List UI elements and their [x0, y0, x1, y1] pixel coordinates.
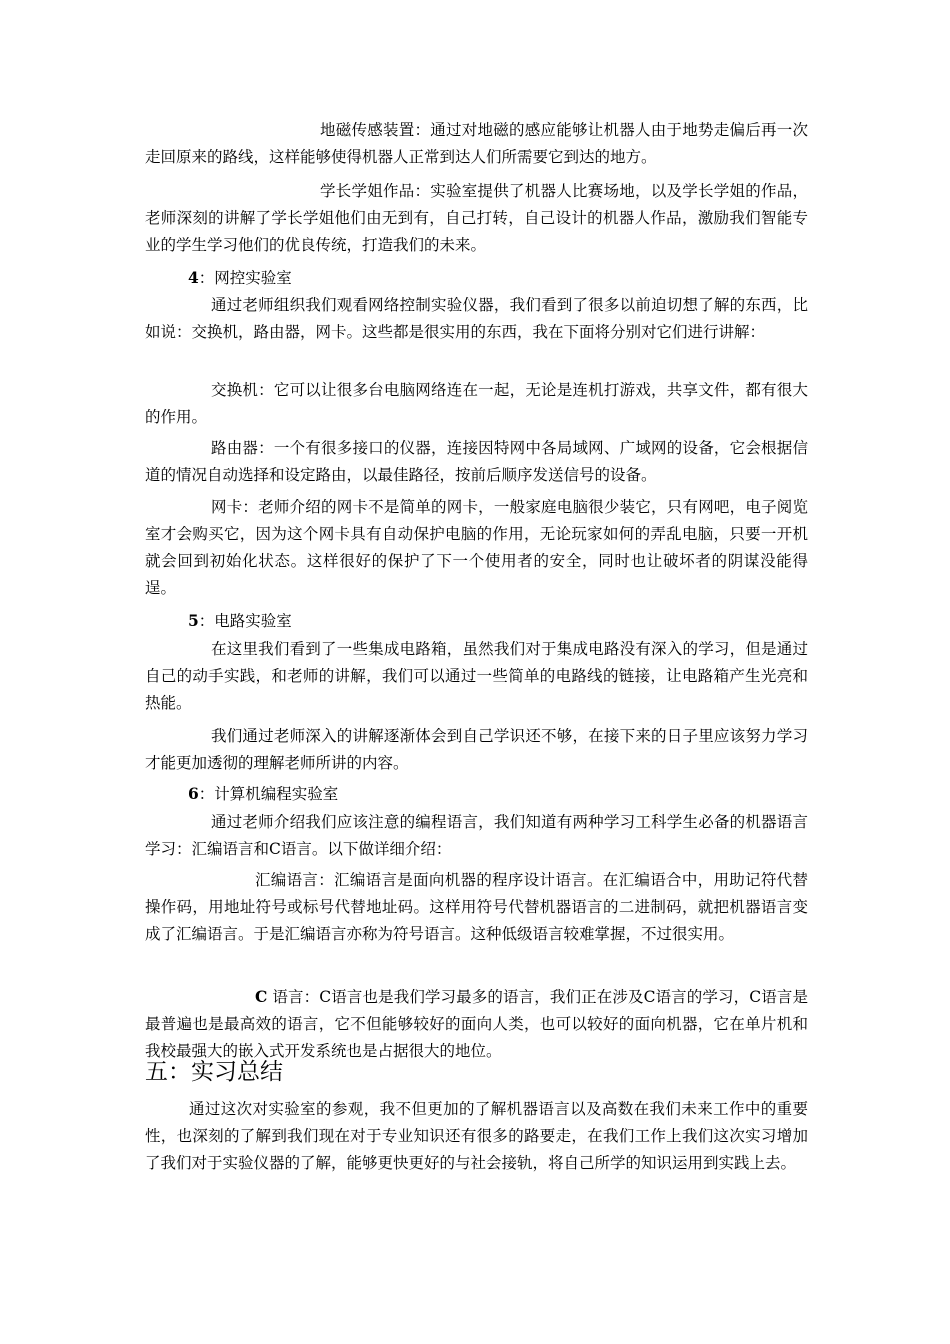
paragraph-summary: 通过这次对实验室的参观，我不但更加的了解机器语言以及高数在我们未来工作中的重要性，也深刻的了解到我们现在对于专业知识还有很多的路要走，在我们工作上我们这次实习增加了我们对于实验仪器的了解，能够更快更好的与社会接轨，将自己所学的知识运用到实践上去。 [145, 1100, 808, 1172]
paragraph-switch: 交换机：它可以让很多台电脑网络连在一起，无论是连机打游戏，共享文件，都有很大的作用。 [145, 381, 808, 426]
heading-title: ：网控实验室 [198, 269, 292, 287]
heading-title: ：电路实验室 [198, 612, 292, 630]
paragraph-geomagnetic-sensor: 地磁传感装置：通过对地磁的感应能够让机器人由于地势走偏后再一次走回原来的路线，这样能够使得机器人正常到达人们所需要它到达的地方。 [145, 121, 808, 166]
paragraph-network-intro: 通过老师组织我们观看网络控制实验仪器，我们看到了很多以前迫切想了解的东西，比如说：交换机，路由器，网卡。这些都是很实用的东西，我在下面将分别对它们进行讲解： [145, 296, 808, 341]
heading-network-lab [188, 266, 292, 290]
heading-circuit-lab [188, 609, 292, 633]
c-label: C [255, 987, 268, 1006]
paragraph-network-card: 网卡：老师介绍的网卡不是简单的网卡，一般家庭电脑很少装它，只有网吧，电子阅览室才会购买它，因为这个网卡具有自动保护电脑的作用，无论玩家如何的弄乱电脑，只要一开机就会回到初始化状态。这样很好的保护了下一个使用者的安全，同时也让破坏者的阴谋没能得逞。 [145, 498, 808, 597]
heading-number: 4 [188, 268, 199, 287]
c-language-text: 语言：C语言也是我们学习最多的语言，我们正在涉及C语言的学习，C语言是最普遍也是最高效的语言，它不但能够较好的面向人类，也可以较好的面向机器，它在单片机和我校最强大的嵌入式开发系统也是占据很大的地位。 [145, 988, 808, 1060]
paragraph-programming-intro: 通过老师介绍我们应该注意的编程语言，我们知道有两种学习工科学生必备的机器语言学习：汇编语言和C语言。以下做详细介绍： [145, 813, 808, 858]
heading-title: ：计算机编程实验室 [198, 785, 339, 803]
heading-number: 5 [188, 611, 199, 630]
paragraph-c-language [145, 983, 808, 1065]
heading-programming-lab [188, 782, 338, 806]
paragraph-senior-works: 学长学姐作品：实验室提供了机器人比赛场地，以及学长学姐的作品，老师深刻的讲解了学长学姐他们由无到有，自己打转，自己设计的机器人作品，激励我们智能专业的学生学习他们的优良传统，打造我们的未来。 [145, 182, 808, 254]
paragraph-circuit-intro: 在这里我们看到了一些集成电路箱，虽然我们对于集成电路没有深入的学习，但是通过自己的动手实践，和老师的讲解，我们可以通过一些简单的电路线的链接，让电路箱产生光亮和热能。 [145, 640, 808, 712]
paragraph-router: 路由器：一个有很多接口的仪器，连接因特网中各局域网、广域网的设备，它会根据信道的情况自动选择和设定路由，以最佳路径，按前后顺序发送信号的设备。 [145, 439, 808, 484]
heading-number: 6 [188, 784, 199, 803]
paragraph-assembly-language: 汇编语言：汇编语言是面向机器的程序设计语言。在汇编语合中，用助记符代替操作码，用地址符号或标号代替地址码。这样用符号代替机器语言的二进制码，就把机器语言变成了汇编语言。于是汇编语言亦称为符号语言。这种低级语言较难掌握，不过很实用。 [145, 871, 808, 943]
paragraph-circuit-reflection: 我们通过老师深入的讲解逐渐体会到自己学识还不够，在接下来的日子里应该努力学习才能更加透彻的理解老师所讲的内容。 [145, 727, 808, 772]
section-heading-summary: 五：实习总结 [145, 1059, 283, 1085]
